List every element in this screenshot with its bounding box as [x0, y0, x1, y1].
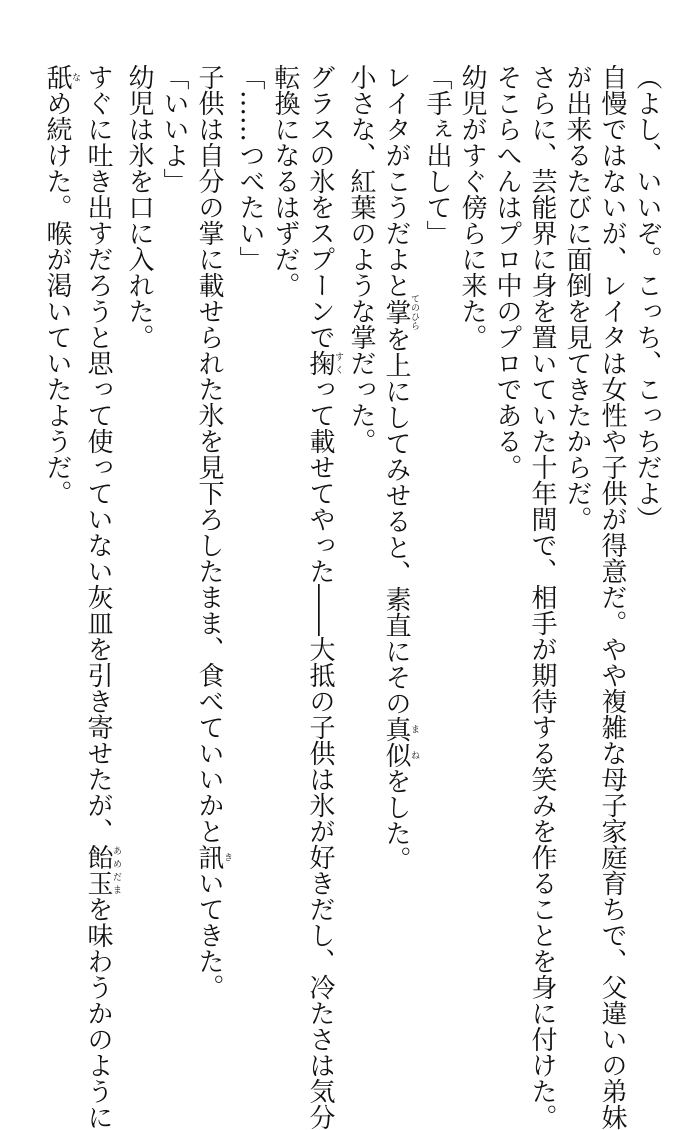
text-line-with-ruby: [302, 64, 343, 1130]
text-line-with-ruby: [378, 64, 419, 964]
text-line-with-ruby: [191, 64, 232, 1000]
ruby-reading: てのひら: [409, 294, 419, 330]
text-line: が出来るたびに面倒を見てきたからだ。: [562, 64, 592, 532]
text-line: 幼児がすぐ傍らに来た。: [457, 64, 487, 350]
text-line: 転換になるはずだ。: [270, 64, 300, 298]
ruby-base: 舐: [42, 64, 72, 90]
text-line-with-ruby: [39, 64, 80, 964]
text-segment: グラスの氷をスプーンで: [305, 64, 335, 350]
ruby-reading: な: [70, 64, 80, 90]
ruby-reading: すく: [333, 350, 343, 376]
ruby-base: 掌: [381, 294, 411, 330]
text-line: 「……つべたい」: [235, 64, 265, 272]
text-segment: すぐに吐き出すだろうと思って使っていない灰皿を引き寄せたが、: [83, 64, 113, 844]
text-line: 「いいよ」: [159, 64, 189, 194]
text-segment: って載せてやった――大抵の子供は氷が好きだし、冷たさは気分: [305, 376, 335, 1130]
ruby-base: 訊: [194, 844, 224, 870]
text-line: 自慢ではないが、レイタは女性や子供が得意だ。やや複雑な母子家庭育ちで、父違いの弟妹: [597, 64, 627, 1130]
text-segment: を味わうかのように: [83, 896, 113, 1130]
ruby-base: 真似: [381, 716, 411, 768]
ruby-word: [194, 844, 232, 870]
text-line: 幼児は氷を口に入れた。: [124, 64, 154, 350]
ruby-base: 掬: [305, 350, 335, 376]
text-segment: め続けた。喉が渇いていたようだ。: [42, 90, 72, 506]
text-line: 小さな、紅葉のような掌だった。: [346, 64, 376, 454]
ruby-base: 飴玉: [83, 844, 113, 896]
text-segment: を上にしてみせると、素直にその: [381, 326, 411, 716]
ruby-word: [42, 64, 80, 90]
ruby-reading: き: [222, 844, 232, 870]
ruby-word: [83, 844, 121, 896]
ruby-word: [381, 294, 419, 330]
text-segment: 子供は自分の掌に載せられた氷を見下ろしたまま、食べていいかと: [194, 64, 224, 844]
vertical-text-body: [39, 64, 664, 1130]
ruby-reading: あめだま: [111, 844, 121, 896]
ruby-reading: まね: [409, 716, 419, 768]
text-line: そこらへんはプロ中のプロである。: [492, 64, 522, 480]
text-line: 「手ぇ出して」: [422, 64, 452, 246]
text-segment: レイタがこうだよと: [381, 64, 411, 298]
text-segment: いてきた。: [194, 870, 224, 1000]
text-line: （よし、いいぞ。こっち、こっちだよ）: [632, 64, 662, 532]
text-line: さらに、芸能界に身を置いていた十年間で、相手が期待する笑みを作ることを身に付けた。: [527, 64, 557, 1130]
text-line-with-ruby: [80, 64, 121, 1130]
ruby-word: [381, 716, 419, 768]
text-segment: をした。: [381, 768, 411, 872]
ruby-word: [305, 350, 343, 376]
